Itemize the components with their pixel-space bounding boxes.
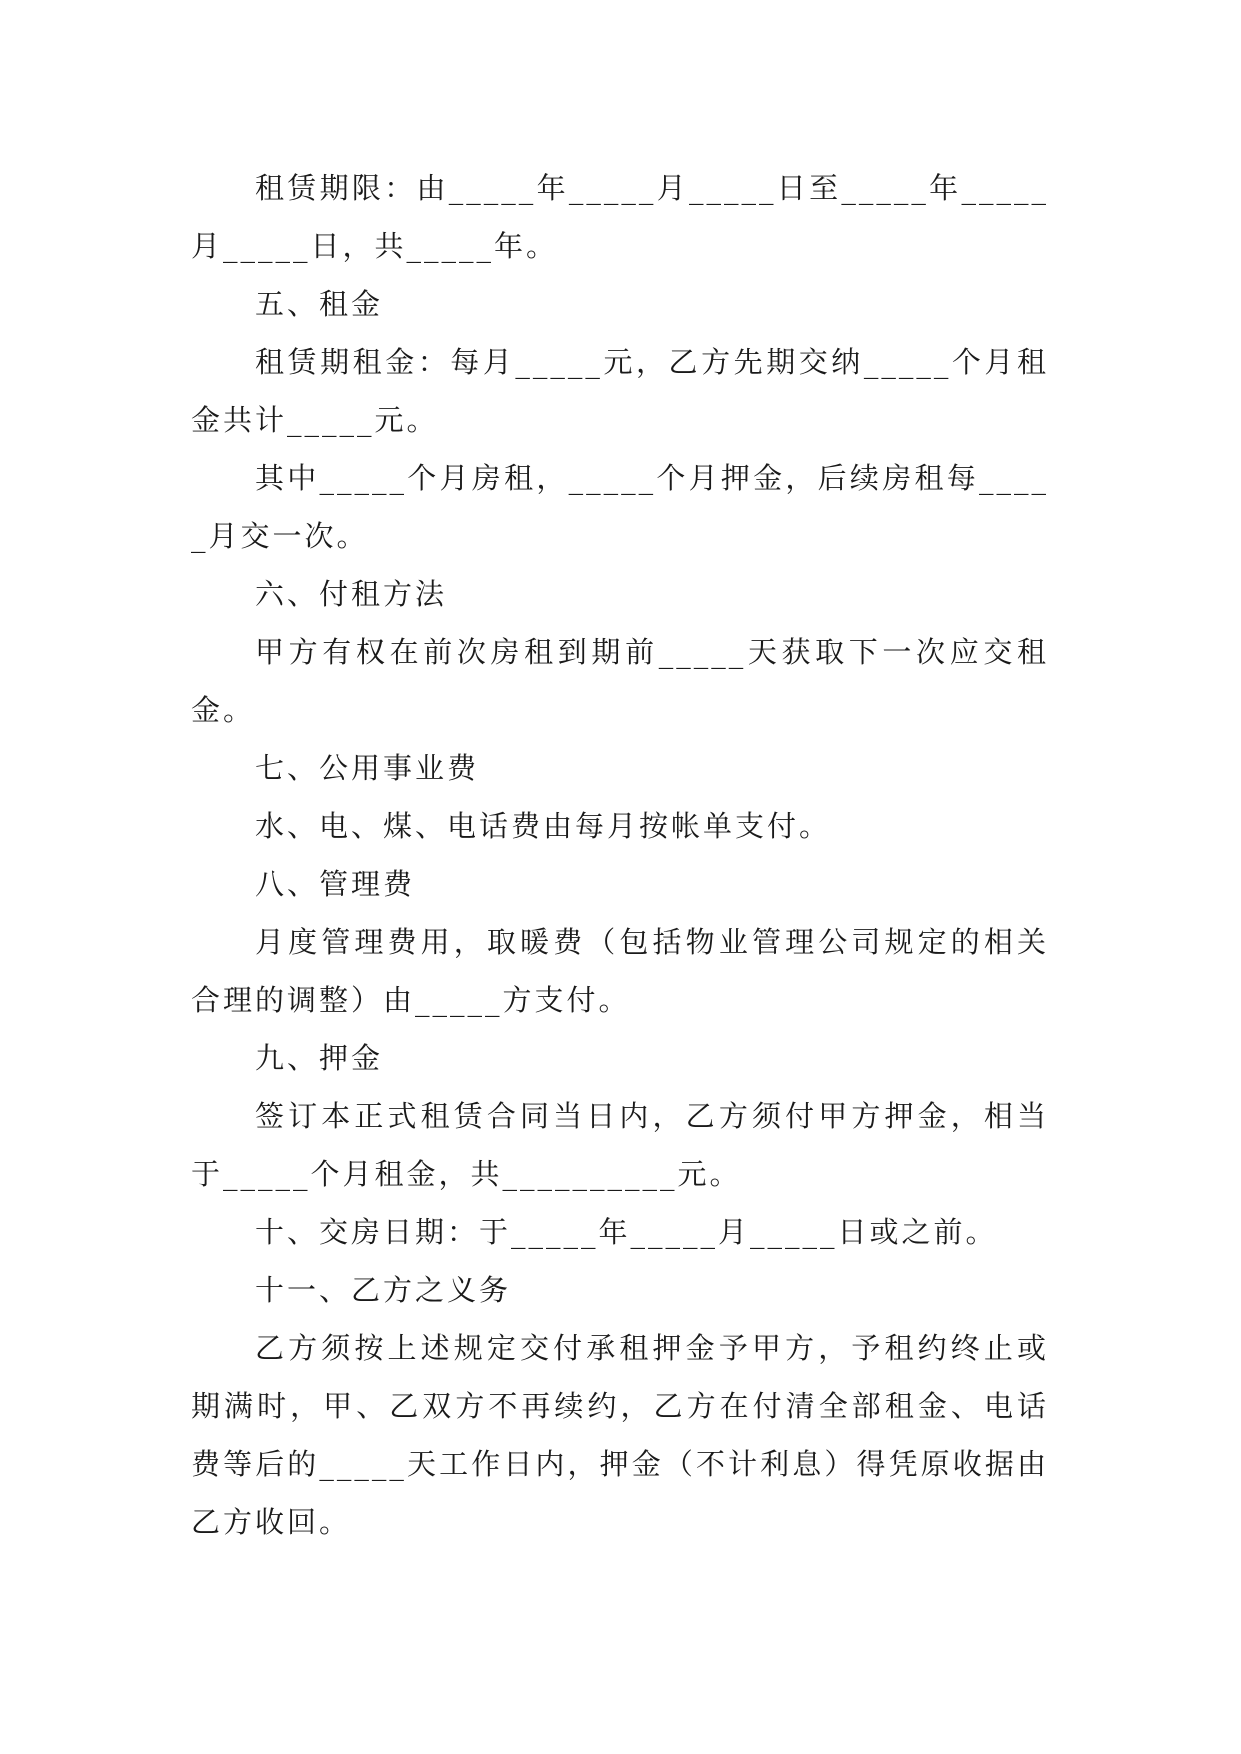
rent-amount-paragraph: 租赁期租金：每月_____元，乙方先期交纳_____个月租金共计_____元。 bbox=[191, 345, 1049, 437]
handover-date-paragraph: 十、交房日期：于_____年_____月_____日或之前。 bbox=[255, 1215, 998, 1249]
rent-deposit-paragraph: 其中_____个月房租，_____个月押金，后续房租每_____月交一次。 bbox=[191, 461, 1049, 553]
document-page bbox=[191, 159, 1049, 1551]
section-heading-management-fee: 八、管理费 bbox=[255, 867, 416, 901]
section-heading-utilities: 七、公用事业费 bbox=[255, 751, 480, 785]
section-heading-tenant-obligations: 十一、乙方之义务 bbox=[255, 1273, 512, 1307]
lease-term-paragraph: 租赁期限：由_____年_____月_____日至_____年_____月_____日，共_____年。 bbox=[191, 171, 1049, 263]
section-heading-deposit: 九、押金 bbox=[255, 1041, 384, 1075]
section-heading-rent: 五、租金 bbox=[255, 287, 384, 321]
section-heading-payment-method: 六、付租方法 bbox=[255, 577, 448, 611]
utilities-paragraph: 水、电、煤、电话费由每月按帐单支付。 bbox=[255, 809, 832, 843]
deposit-paragraph: 签订本正式租赁合同当日内，乙方须付甲方押金，相当于_____个月租金，共__________元。 bbox=[191, 1099, 1049, 1191]
management-fee-paragraph: 月度管理费用，取暖费（包括物业管理公司规定的相关合理的调整）由_____方支付。 bbox=[191, 925, 1049, 1017]
payment-method-paragraph: 甲方有权在前次房租到期前_____天获取下一次应交租金。 bbox=[191, 635, 1049, 727]
tenant-obligations-paragraph: 乙方须按上述规定交付承租押金予甲方，予租约终止或期满时，甲、乙双方不再续约，乙方在付清全部租金、电话费等后的_____天工作日内，押金（不计利息）得凭原收据由乙方收回。 bbox=[191, 1331, 1049, 1539]
